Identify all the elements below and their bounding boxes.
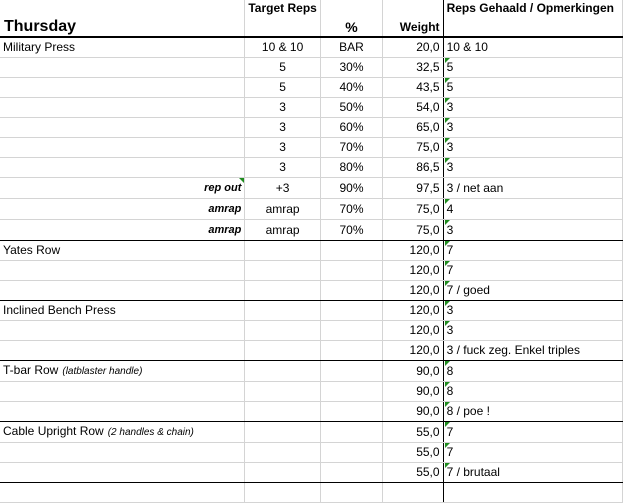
- table-row: [0, 98, 623, 118]
- table-row: [0, 199, 623, 220]
- target-reps-cell[interactable]: 3: [245, 98, 320, 118]
- table-row: [0, 402, 623, 422]
- percent-cell[interactable]: [320, 301, 382, 321]
- percent-cell[interactable]: BAR: [320, 37, 382, 58]
- target-reps-cell[interactable]: 3: [245, 158, 320, 178]
- target-reps-cell[interactable]: [245, 261, 320, 281]
- percent-cell[interactable]: 30%: [320, 58, 382, 78]
- table-row: [0, 463, 623, 483]
- reps-done-cell[interactable]: 7: [443, 261, 622, 281]
- table-row: [0, 422, 623, 443]
- table-row: [0, 361, 623, 382]
- percent-cell[interactable]: 50%: [320, 98, 382, 118]
- table-row: [0, 241, 623, 261]
- exercise-cell[interactable]: [0, 37, 245, 58]
- day-title[interactable]: Thursday: [0, 0, 245, 37]
- reps-done-cell[interactable]: 7 / goed: [443, 281, 622, 301]
- percent-cell[interactable]: [320, 241, 382, 261]
- exercise-cell[interactable]: [0, 58, 245, 78]
- exercise-cell[interactable]: [0, 382, 245, 402]
- reps-done-cell[interactable]: 3: [443, 138, 622, 158]
- weight-cell[interactable]: 120,0: [383, 281, 443, 301]
- weight-cell[interactable]: 90,0: [383, 361, 443, 382]
- target-reps-cell[interactable]: [245, 341, 320, 361]
- weight-cell[interactable]: 120,0: [383, 321, 443, 341]
- exercise-cell[interactable]: [0, 402, 245, 422]
- percent-cell[interactable]: [320, 361, 382, 382]
- percent-cell[interactable]: 80%: [320, 158, 382, 178]
- reps-done-cell[interactable]: 10 & 10: [443, 37, 622, 58]
- target-reps-cell[interactable]: [245, 281, 320, 301]
- exercise-name: Inclined Bench Press: [3, 303, 116, 317]
- set-tag: rep out: [204, 182, 242, 194]
- exercise-name: T-bar Row: [3, 363, 59, 377]
- reps-done-cell[interactable]: 5: [443, 78, 622, 98]
- exercise-cell[interactable]: [0, 199, 245, 220]
- weight-cell[interactable]: 43,5: [383, 78, 443, 98]
- reps-done-cell[interactable]: [443, 483, 622, 503]
- exercise-cell[interactable]: [0, 118, 245, 138]
- target-reps-cell[interactable]: [245, 241, 320, 261]
- weight-cell[interactable]: [383, 483, 443, 503]
- weight-cell[interactable]: 32,5: [383, 58, 443, 78]
- percent-cell[interactable]: 70%: [320, 199, 382, 220]
- weight-header[interactable]: Weight: [383, 0, 443, 37]
- weight-cell[interactable]: 120,0: [383, 341, 443, 361]
- percent-header[interactable]: %: [320, 0, 382, 37]
- target-reps-cell[interactable]: [245, 321, 320, 341]
- target-reps-cell[interactable]: amrap: [245, 199, 320, 220]
- exercise-cell[interactable]: [0, 220, 245, 241]
- exercise-cell[interactable]: [0, 178, 245, 199]
- weight-cell[interactable]: 55,0: [383, 443, 443, 463]
- reps-done-cell[interactable]: 3: [443, 220, 622, 241]
- weight-cell[interactable]: 54,0: [383, 98, 443, 118]
- exercise-cell[interactable]: [0, 341, 245, 361]
- header-row: [0, 0, 623, 37]
- table-row: [0, 261, 623, 281]
- percent-cell[interactable]: [320, 402, 382, 422]
- weight-cell[interactable]: 75,0: [383, 199, 443, 220]
- weight-cell[interactable]: 55,0: [383, 422, 443, 443]
- weight-cell[interactable]: 86,5: [383, 158, 443, 178]
- reps-done-cell[interactable]: 8 / poe !: [443, 402, 622, 422]
- table-row: [0, 443, 623, 463]
- set-tag: amrap: [208, 203, 242, 215]
- table-row: [0, 138, 623, 158]
- weight-cell[interactable]: 90,0: [383, 402, 443, 422]
- target-reps-cell[interactable]: +3: [245, 178, 320, 199]
- percent-cell[interactable]: [320, 382, 382, 402]
- reps-done-cell[interactable]: 5: [443, 58, 622, 78]
- exercise-cell[interactable]: [0, 138, 245, 158]
- target-reps-cell[interactable]: [245, 483, 320, 503]
- reps-done-cell[interactable]: 3: [443, 158, 622, 178]
- reps-done-cell[interactable]: 3 / net aan: [443, 178, 622, 199]
- table-row: [0, 78, 623, 98]
- target-reps-cell[interactable]: [245, 443, 320, 463]
- percent-cell[interactable]: [320, 463, 382, 483]
- percent-cell[interactable]: 40%: [320, 78, 382, 98]
- exercise-cell[interactable]: [0, 301, 245, 321]
- table-row: [0, 281, 623, 301]
- reps-done-cell[interactable]: 8: [443, 382, 622, 402]
- table-row: [0, 483, 623, 503]
- exercise-cell[interactable]: [0, 98, 245, 118]
- set-tag: amrap: [208, 224, 242, 236]
- exercise-cell[interactable]: [0, 422, 245, 443]
- exercise-cell[interactable]: [0, 158, 245, 178]
- weight-cell[interactable]: 120,0: [383, 241, 443, 261]
- reps-done-header[interactable]: Reps Gehaald / Opmerkingen: [443, 0, 622, 37]
- reps-done-cell[interactable]: 7: [443, 422, 622, 443]
- table-row: [0, 220, 623, 241]
- exercise-cell[interactable]: [0, 281, 245, 301]
- table-row: [0, 118, 623, 138]
- exercise-name: Cable Upright Row: [3, 424, 104, 438]
- table-row: [0, 301, 623, 321]
- target-reps-cell[interactable]: 3: [245, 118, 320, 138]
- exercise-cell[interactable]: [0, 463, 245, 483]
- table-row: [0, 341, 623, 361]
- table-row: [0, 178, 623, 199]
- exercise-cell[interactable]: [0, 261, 245, 281]
- reps-done-cell[interactable]: 3: [443, 321, 622, 341]
- weight-cell[interactable]: 97,5: [383, 178, 443, 199]
- reps-done-cell[interactable]: 3: [443, 98, 622, 118]
- exercise-cell[interactable]: [0, 78, 245, 98]
- exercise-note: (latblaster handle): [62, 366, 143, 377]
- weight-cell[interactable]: 90,0: [383, 382, 443, 402]
- exercise-cell[interactable]: [0, 443, 245, 463]
- reps-done-cell[interactable]: 7: [443, 241, 622, 261]
- target-reps-cell[interactable]: 10 & 10: [245, 37, 320, 58]
- table-row: [0, 37, 623, 58]
- reps-done-cell[interactable]: 7 / brutaal: [443, 463, 622, 483]
- target-reps-cell[interactable]: 5: [245, 78, 320, 98]
- exercise-cell[interactable]: [0, 483, 245, 503]
- reps-done-cell[interactable]: 4: [443, 199, 622, 220]
- exercise-note: (2 handles & chain): [107, 427, 194, 438]
- reps-done-cell[interactable]: 7: [443, 443, 622, 463]
- target-reps-cell[interactable]: [245, 301, 320, 321]
- target-reps-cell[interactable]: 3: [245, 138, 320, 158]
- percent-cell[interactable]: [320, 483, 382, 503]
- percent-cell[interactable]: 70%: [320, 220, 382, 241]
- table-row: [0, 321, 623, 341]
- target-reps-cell[interactable]: [245, 382, 320, 402]
- percent-cell[interactable]: [320, 443, 382, 463]
- reps-done-cell[interactable]: 3: [443, 301, 622, 321]
- exercise-name: Military Press: [3, 40, 76, 54]
- weight-cell[interactable]: 75,0: [383, 220, 443, 241]
- target-reps-cell[interactable]: [245, 361, 320, 382]
- exercise-cell[interactable]: [0, 321, 245, 341]
- weight-cell[interactable]: 120,0: [383, 261, 443, 281]
- exercise-cell[interactable]: [0, 241, 245, 261]
- target-reps-cell[interactable]: [245, 402, 320, 422]
- target-reps-header[interactable]: Target Reps: [245, 0, 320, 37]
- percent-cell[interactable]: [320, 321, 382, 341]
- weight-cell[interactable]: 120,0: [383, 301, 443, 321]
- reps-done-cell[interactable]: 3: [443, 118, 622, 138]
- target-reps-cell[interactable]: [245, 422, 320, 443]
- weight-cell[interactable]: 55,0: [383, 463, 443, 483]
- target-reps-cell[interactable]: amrap: [245, 220, 320, 241]
- table-row: [0, 58, 623, 78]
- weight-cell[interactable]: 20,0: [383, 37, 443, 58]
- table-row: [0, 158, 623, 178]
- percent-cell[interactable]: 60%: [320, 118, 382, 138]
- reps-done-cell[interactable]: 8: [443, 361, 622, 382]
- reps-done-cell[interactable]: 3 / fuck zeg. Enkel triples: [443, 341, 622, 361]
- percent-cell[interactable]: [320, 281, 382, 301]
- table-row: [0, 382, 623, 402]
- exercise-cell[interactable]: [0, 361, 245, 382]
- weight-cell[interactable]: 65,0: [383, 118, 443, 138]
- percent-cell[interactable]: [320, 341, 382, 361]
- exercise-name: Yates Row: [3, 243, 61, 257]
- percent-cell[interactable]: 90%: [320, 178, 382, 199]
- target-reps-cell[interactable]: [245, 463, 320, 483]
- target-reps-cell[interactable]: 5: [245, 58, 320, 78]
- percent-cell[interactable]: [320, 422, 382, 443]
- percent-cell[interactable]: 70%: [320, 138, 382, 158]
- percent-cell[interactable]: [320, 261, 382, 281]
- weight-cell[interactable]: 75,0: [383, 138, 443, 158]
